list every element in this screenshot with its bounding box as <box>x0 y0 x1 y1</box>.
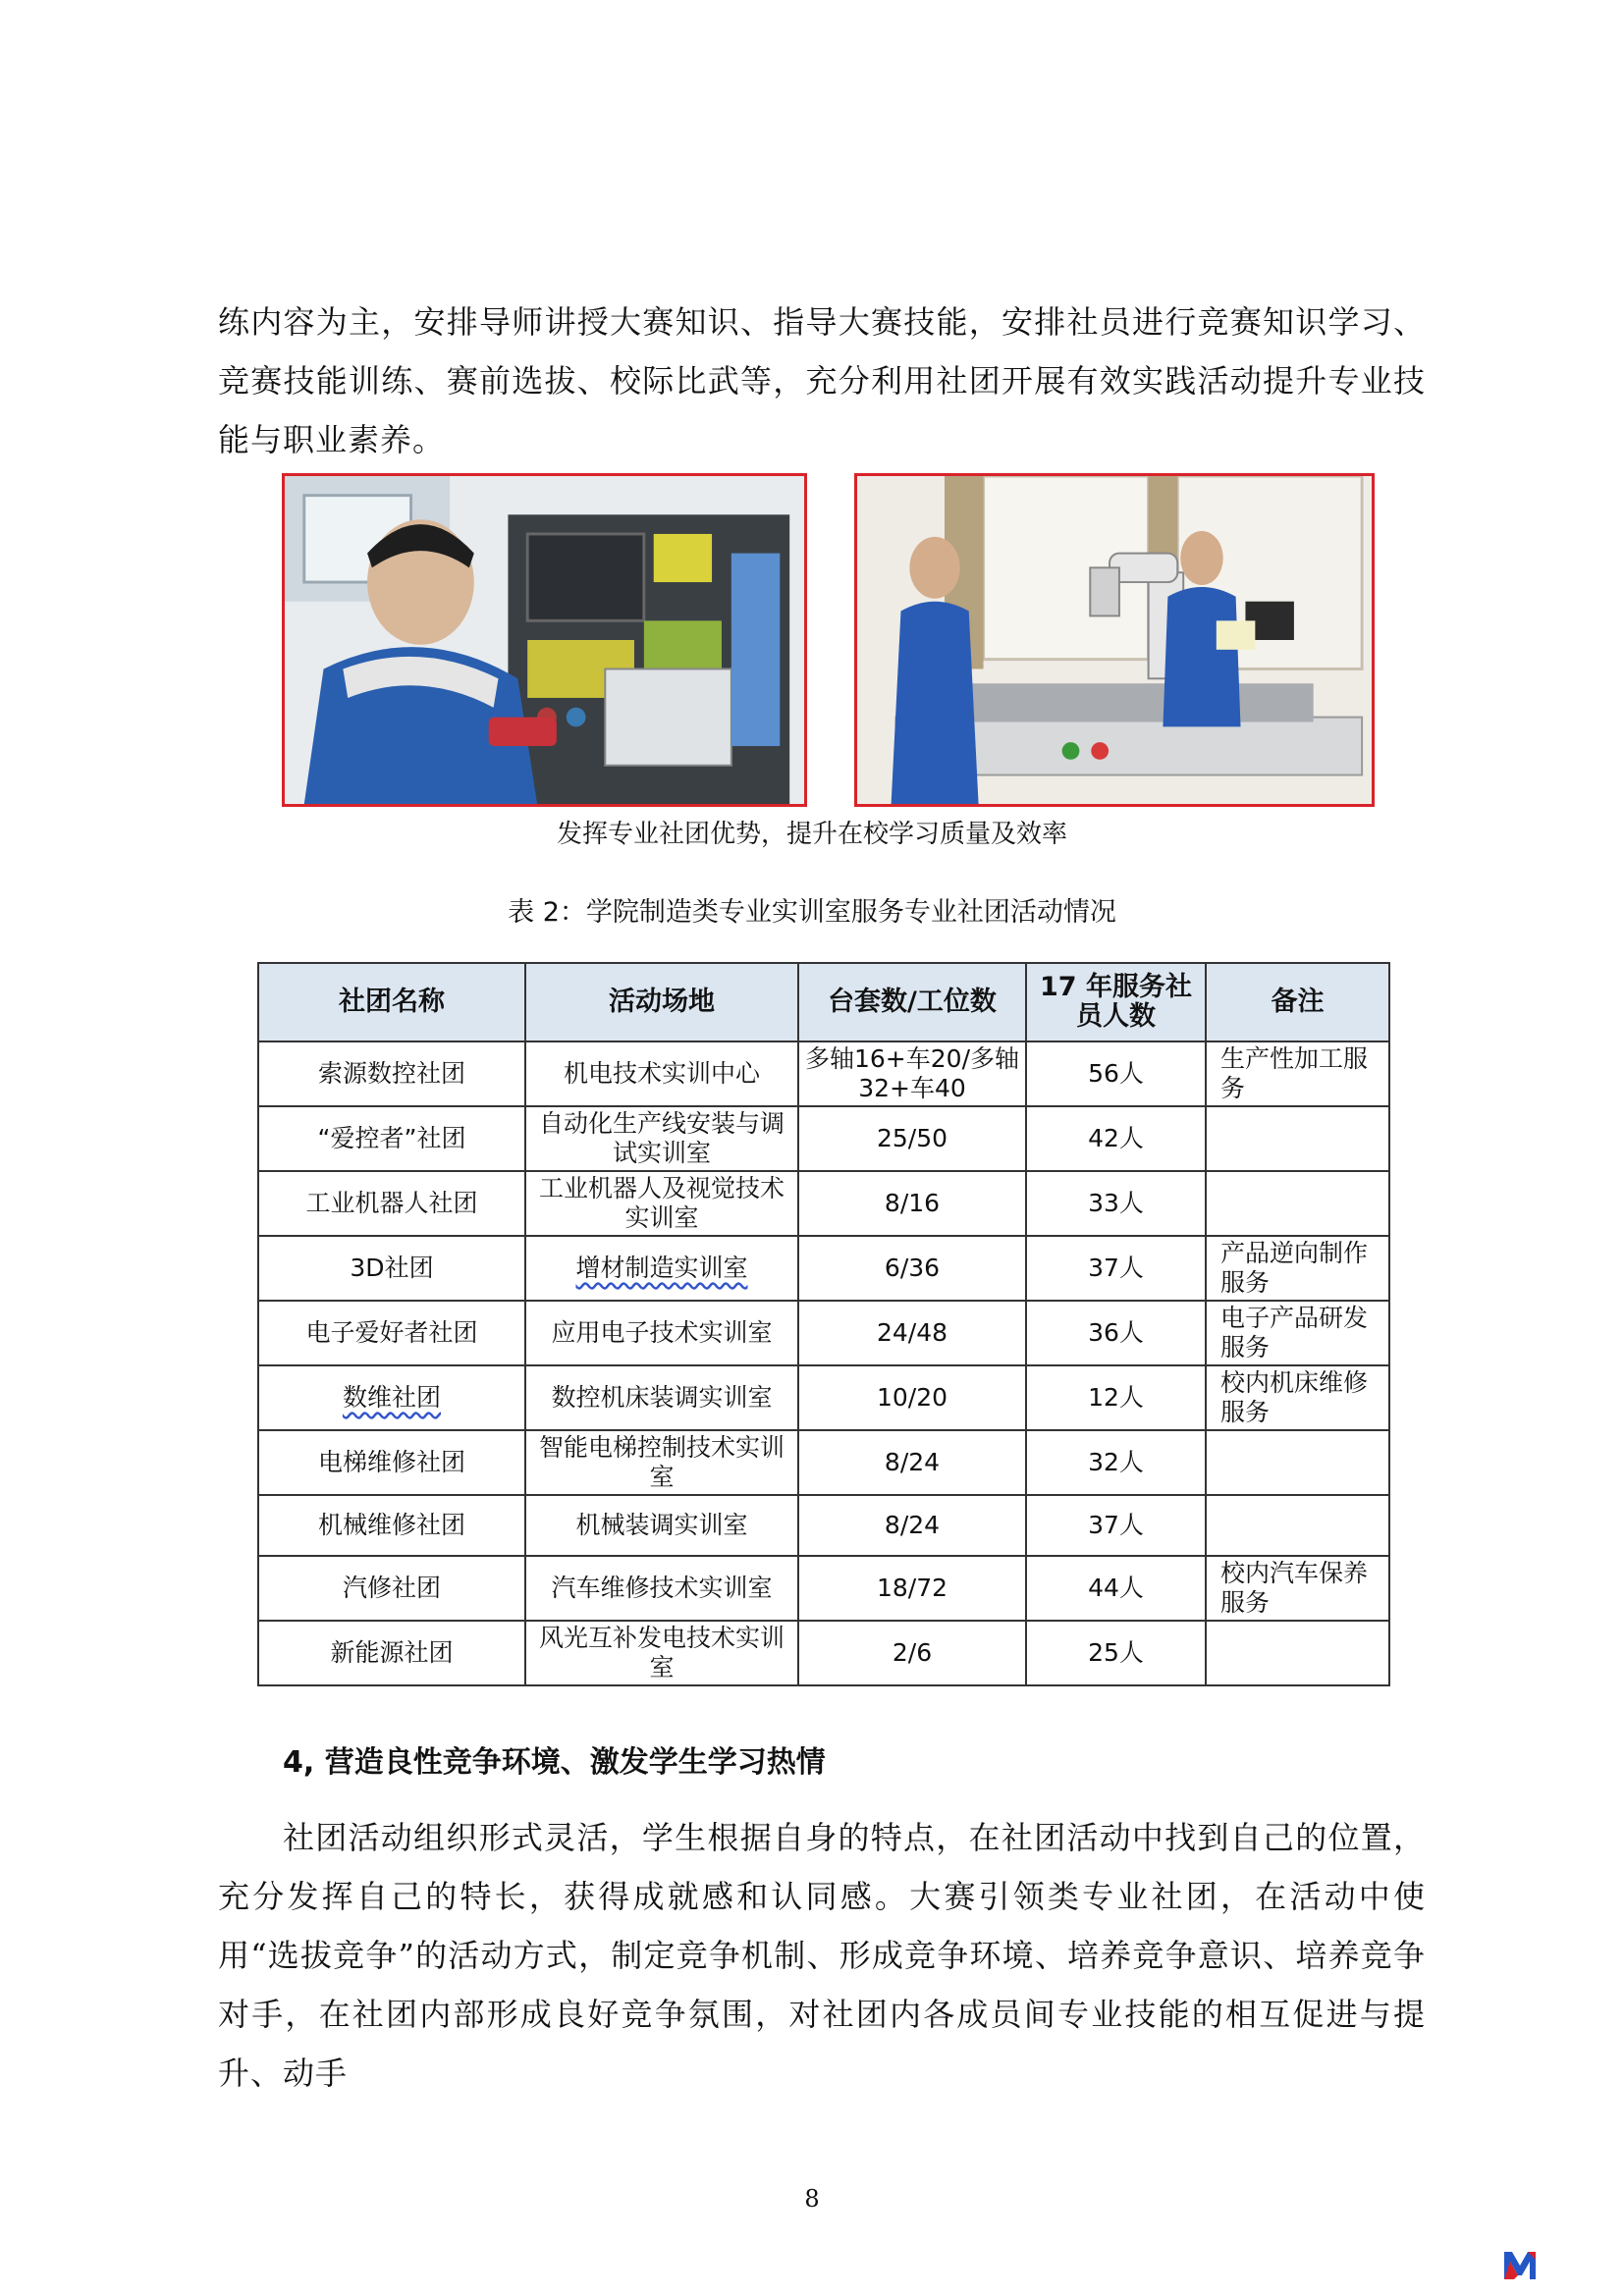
cell-members: 12人 <box>1026 1365 1206 1430</box>
cell-venue: 应用电子技术实训室 <box>525 1301 798 1365</box>
header-club-name: 社团名称 <box>258 963 525 1041</box>
figure-caption: 发挥专业社团优势，提升在校学习质量及效率 <box>556 820 1067 849</box>
cell-stations: 6/36 <box>798 1236 1026 1301</box>
cell-stations: 8/16 <box>798 1171 1026 1236</box>
cell-stations: 10/20 <box>798 1365 1026 1430</box>
cell-members: 56人 <box>1026 1041 1206 1106</box>
cell-stations: 24/48 <box>798 1301 1026 1365</box>
cell-notes <box>1206 1430 1389 1495</box>
cell-stations: 8/24 <box>798 1430 1026 1495</box>
cell-members: 44人 <box>1026 1556 1206 1621</box>
cell-notes: 生产性加工服务 <box>1206 1041 1389 1106</box>
cell-notes <box>1206 1171 1389 1236</box>
table-row <box>258 1495 1389 1556</box>
cell-club-name: 数维社团 <box>258 1365 525 1430</box>
cell-club-name: 索源数控社团 <box>258 1041 525 1106</box>
header-stations: 台套数/工位数 <box>798 963 1026 1041</box>
cell-notes: 校内汽车保养服务 <box>1206 1556 1389 1621</box>
header-notes: 备注 <box>1206 963 1389 1041</box>
cell-club-name: 电梯维修社团 <box>258 1430 525 1495</box>
cell-club-name: 工业机器人社团 <box>258 1171 525 1236</box>
cell-venue: 工业机器人及视觉技术实训室 <box>525 1171 798 1236</box>
cell-venue: 机械装调实训室 <box>525 1495 798 1556</box>
cell-club-name: 3D社团 <box>258 1236 525 1301</box>
header-venue: 活动场地 <box>525 963 798 1041</box>
cell-stations: 2/6 <box>798 1621 1026 1685</box>
cell-notes <box>1206 1495 1389 1556</box>
page-number: 8 <box>804 2185 820 2213</box>
body-paragraph: 社团活动组织形式灵活，学生根据自身的特点，在社团活动中找到自己的位置，充分发挥自己的特长，获得成就感和认同感。大赛引领类专业社团，在活动中使用“选拔竞争”的活动方式，制定竞争机制、形成竞争环境、培养竞争意识、培养竞争对手，在社团内部形成良好竞争氛围，对社团内各成员间专业技能的相互促进与提升、动手 <box>218 1819 1426 2092</box>
table-row <box>258 1236 1389 1301</box>
cell-club-name: 电子爱好者社团 <box>258 1301 525 1365</box>
cell-stations: 18/72 <box>798 1556 1026 1621</box>
table-row <box>258 1621 1389 1685</box>
cell-venue: 汽车维修技术实训室 <box>525 1556 798 1621</box>
table-row <box>258 1106 1389 1171</box>
cell-stations: 25/50 <box>798 1106 1026 1171</box>
cell-members: 37人 <box>1026 1236 1206 1301</box>
header-members: 17 年服务社员人数 <box>1026 963 1206 1041</box>
cell-venue: 数控机床装调实训室 <box>525 1365 798 1430</box>
section-heading: 4, 营造良性竞争环境、激发学生学习热情 <box>283 1745 826 1780</box>
cell-club-name: 新能源社团 <box>258 1621 525 1685</box>
table-header-row <box>258 963 1389 1041</box>
table-row <box>258 1365 1389 1430</box>
cell-members: 32人 <box>1026 1430 1206 1495</box>
intro-paragraph: 练内容为主，安排导师讲授大赛知识、指导大赛技能，安排社员进行竞赛知识学习、竞赛技能训练、赛前选拔、校际比武等，充分利用社团开展有效实践活动提升专业技能与职业素养。 <box>218 303 1426 458</box>
cell-notes <box>1206 1106 1389 1171</box>
cell-notes: 产品逆向制作服务 <box>1206 1236 1389 1301</box>
cell-stations: 多轴16+车20/多轴32+车40 <box>798 1041 1026 1106</box>
cell-venue: 增材制造实训室 <box>525 1236 798 1301</box>
cell-venue: 自动化生产线安装与调试实训室 <box>525 1106 798 1171</box>
cell-notes: 校内机床维修服务 <box>1206 1365 1389 1430</box>
cell-venue: 风光互补发电技术实训室 <box>525 1621 798 1685</box>
table-row <box>258 1430 1389 1495</box>
cell-members: 36人 <box>1026 1301 1206 1365</box>
photo-students-robot <box>854 473 1375 807</box>
cell-stations: 8/24 <box>798 1495 1026 1556</box>
training-room-table <box>257 962 1390 1686</box>
cell-club-name: 汽修社团 <box>258 1556 525 1621</box>
table-row <box>258 1171 1389 1236</box>
cell-members: 33人 <box>1026 1171 1206 1236</box>
photo-student-wiring <box>282 473 807 807</box>
cell-members: 42人 <box>1026 1106 1206 1171</box>
table-row <box>258 1301 1389 1365</box>
table-row <box>258 1041 1389 1106</box>
cell-club-name: 机械维修社团 <box>258 1495 525 1556</box>
cell-venue: 智能电梯控制技术实训室 <box>525 1430 798 1495</box>
cell-venue: 机电技术实训中心 <box>525 1041 798 1106</box>
cell-notes <box>1206 1621 1389 1685</box>
cell-members: 25人 <box>1026 1621 1206 1685</box>
cell-club-name: “爱控者”社团 <box>258 1106 525 1171</box>
publisher-logo-icon <box>1500 2244 1540 2283</box>
table-title: 表 2：学院制造类专业实训室服务专业社团活动情况 <box>508 897 1116 928</box>
cell-members: 37人 <box>1026 1495 1206 1556</box>
cell-notes: 电子产品研发服务 <box>1206 1301 1389 1365</box>
table-row <box>258 1556 1389 1621</box>
